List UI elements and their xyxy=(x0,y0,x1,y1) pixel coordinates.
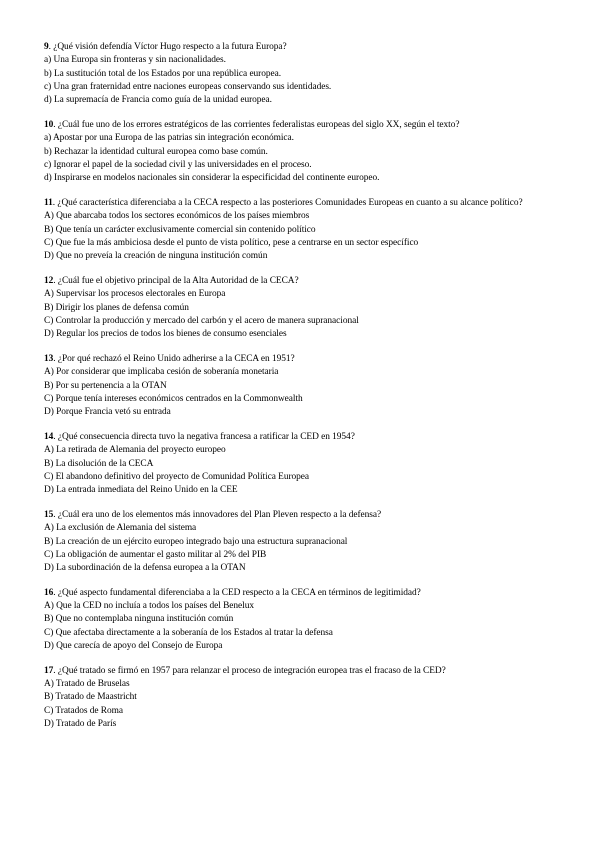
answer-option: B) La creación de un ejército europeo integrado bajo una estructura supranacional xyxy=(44,536,348,547)
answer-option: C) Que afectaba directamente a la soberanía de los Estados al tratar la defensa xyxy=(44,627,333,638)
answer-option: b) La sustitución total de los Estados por una república europea. xyxy=(44,68,282,79)
question-block xyxy=(44,509,564,575)
answer-option: b) Rechazar la identidad cultural europea como base común. xyxy=(44,146,268,157)
question-text xyxy=(44,509,564,522)
question-number: 11 xyxy=(44,197,53,208)
answer-option: D) Regular los precios de todos los bienes de consumo esenciales xyxy=(44,329,287,340)
question-number: 14 xyxy=(44,431,54,442)
answer-option: B) Por su pertenencia a la OTAN xyxy=(44,380,167,391)
question-block xyxy=(44,41,564,107)
question-number: 17 xyxy=(44,665,54,676)
question-number: 13 xyxy=(44,353,54,364)
answer-option: D) Que no preveía la creación de ninguna institución común xyxy=(44,251,268,262)
question-number: 12 xyxy=(44,275,54,286)
answer-option: C) La obligación de aumentar el gasto militar al 2% del PIB xyxy=(44,549,267,560)
answer-option: B) Dirigir los planes de defensa común xyxy=(44,302,189,313)
question-text xyxy=(44,665,564,678)
question-block xyxy=(44,431,564,497)
answer-option: D) Tratado de París xyxy=(44,719,117,730)
question-prompt: . ¿Qué consecuencia directa tuvo la negativa francesa a ratificar la CED en 1954? xyxy=(53,431,355,442)
question-prompt: . ¿Cuál fue el objetivo principal de la Alta Autoridad de la CECA? xyxy=(53,275,299,286)
answer-option: D) La subordinación de la defensa europea a la OTAN xyxy=(44,563,246,574)
question-prompt: . ¿Qué visión defendía Víctor Hugo respecto a la futura Europa? xyxy=(48,42,287,52)
answer-option: D) Porque Francia vetó su entrada xyxy=(44,407,171,418)
answer-option: C) Porque tenía intereses económicos centrados en la Commonwealth xyxy=(44,393,303,404)
question-prompt: . ¿Por qué rechazó el Reino Unido adherirse a la CECA en 1951? xyxy=(53,353,295,364)
question-text xyxy=(44,353,564,366)
answer-option: A) Tratado de Bruselas xyxy=(44,679,130,690)
answer-option: B) Tratado de Maastricht xyxy=(44,692,137,703)
answer-option: A) La retirada de Alemania del proyecto europeo xyxy=(44,445,226,456)
question-block xyxy=(44,587,564,653)
answer-option: D) La entrada inmediata del Reino Unido en la CEE xyxy=(44,485,238,496)
answer-option: A) Que la CED no incluía a todos los países del Benelux xyxy=(44,601,254,612)
question-prompt: . ¿Qué aspecto fundamental diferenciaba a la CED respecto a la CECA en términos de legitimidad? xyxy=(53,587,421,598)
question-prompt: . ¿Qué característica diferenciaba a la CECA respecto a las posteriores Comunidades Europeas en cuanto a su alcance político? xyxy=(52,197,523,208)
question-block xyxy=(44,353,564,419)
question-number: 10 xyxy=(44,119,54,130)
answer-option: A) Supervisar los procesos electorales en Europa xyxy=(44,289,226,300)
answer-option: d) Inspirarse en modelos nacionales sin considerar la especificidad del continente europeo. xyxy=(44,173,380,184)
answer-option: C) Controlar la producción y mercado del carbón y el acero de manera supranacional xyxy=(44,315,359,326)
question-text xyxy=(44,41,564,54)
answer-option: A) La exclusión de Alemania del sistema xyxy=(44,523,197,534)
answer-option: A) Que abarcaba todos los sectores económicos de los países miembros xyxy=(44,211,310,222)
question-number: 15 xyxy=(44,509,54,520)
question-list xyxy=(44,41,564,743)
question-block xyxy=(44,665,564,731)
question-prompt: . ¿Qué tratado se firmó en 1957 para relanzar el proceso de integración europea tras el fracaso de la CED? xyxy=(53,665,446,676)
question-number: 9 xyxy=(44,42,49,52)
question-block xyxy=(44,119,564,185)
question-text xyxy=(44,587,564,600)
answer-option: C) El abandono definitivo del proyecto de Comunidad Política Europea xyxy=(44,471,310,482)
question-prompt: . ¿Cuál era uno de los elementos más innovadores del Plan Pleven respecto a la defensa? xyxy=(53,509,382,520)
answer-option: D) Que carecía de apoyo del Consejo de Europa xyxy=(44,641,223,652)
question-number: 16 xyxy=(44,587,54,598)
answer-option: B) La disolución de la CECA xyxy=(44,458,154,469)
answer-option: C) Que fue la más ambiciosa desde el punto de vista político, pese a centrarse en un sector específico xyxy=(44,237,419,248)
question-text xyxy=(44,197,564,210)
question-text xyxy=(44,119,564,132)
question-block xyxy=(44,275,564,341)
answer-option: B) Que tenía un carácter exclusivamente comercial sin contenido político xyxy=(44,224,316,235)
answer-option: c) Una gran fraternidad entre naciones europeas conservando sus identidades. xyxy=(44,81,332,92)
question-text xyxy=(44,431,564,444)
answer-option: B) Que no contemplaba ninguna institución común xyxy=(44,614,234,625)
answer-option: a) Apostar por una Europa de las patrias sin integración económica. xyxy=(44,133,294,144)
answer-option: A) Por considerar que implicaba cesión de soberanía monetaria xyxy=(44,367,279,378)
answer-option: C) Tratados de Roma xyxy=(44,705,123,716)
question-prompt: . ¿Cuál fue uno de los errores estratégicos de las corrientes federalistas europeas del siglo XX, según el texto? xyxy=(53,119,460,130)
answer-option: c) Ignorar el papel de la sociedad civil y las universidades en el proceso. xyxy=(44,159,312,170)
question-block xyxy=(44,197,564,263)
question-text xyxy=(44,275,564,288)
answer-option: d) La supremacía de Francia como guía de la unidad europea. xyxy=(44,95,272,106)
answer-option: a) Una Europa sin fronteras y sin nacionalidades. xyxy=(44,55,226,66)
